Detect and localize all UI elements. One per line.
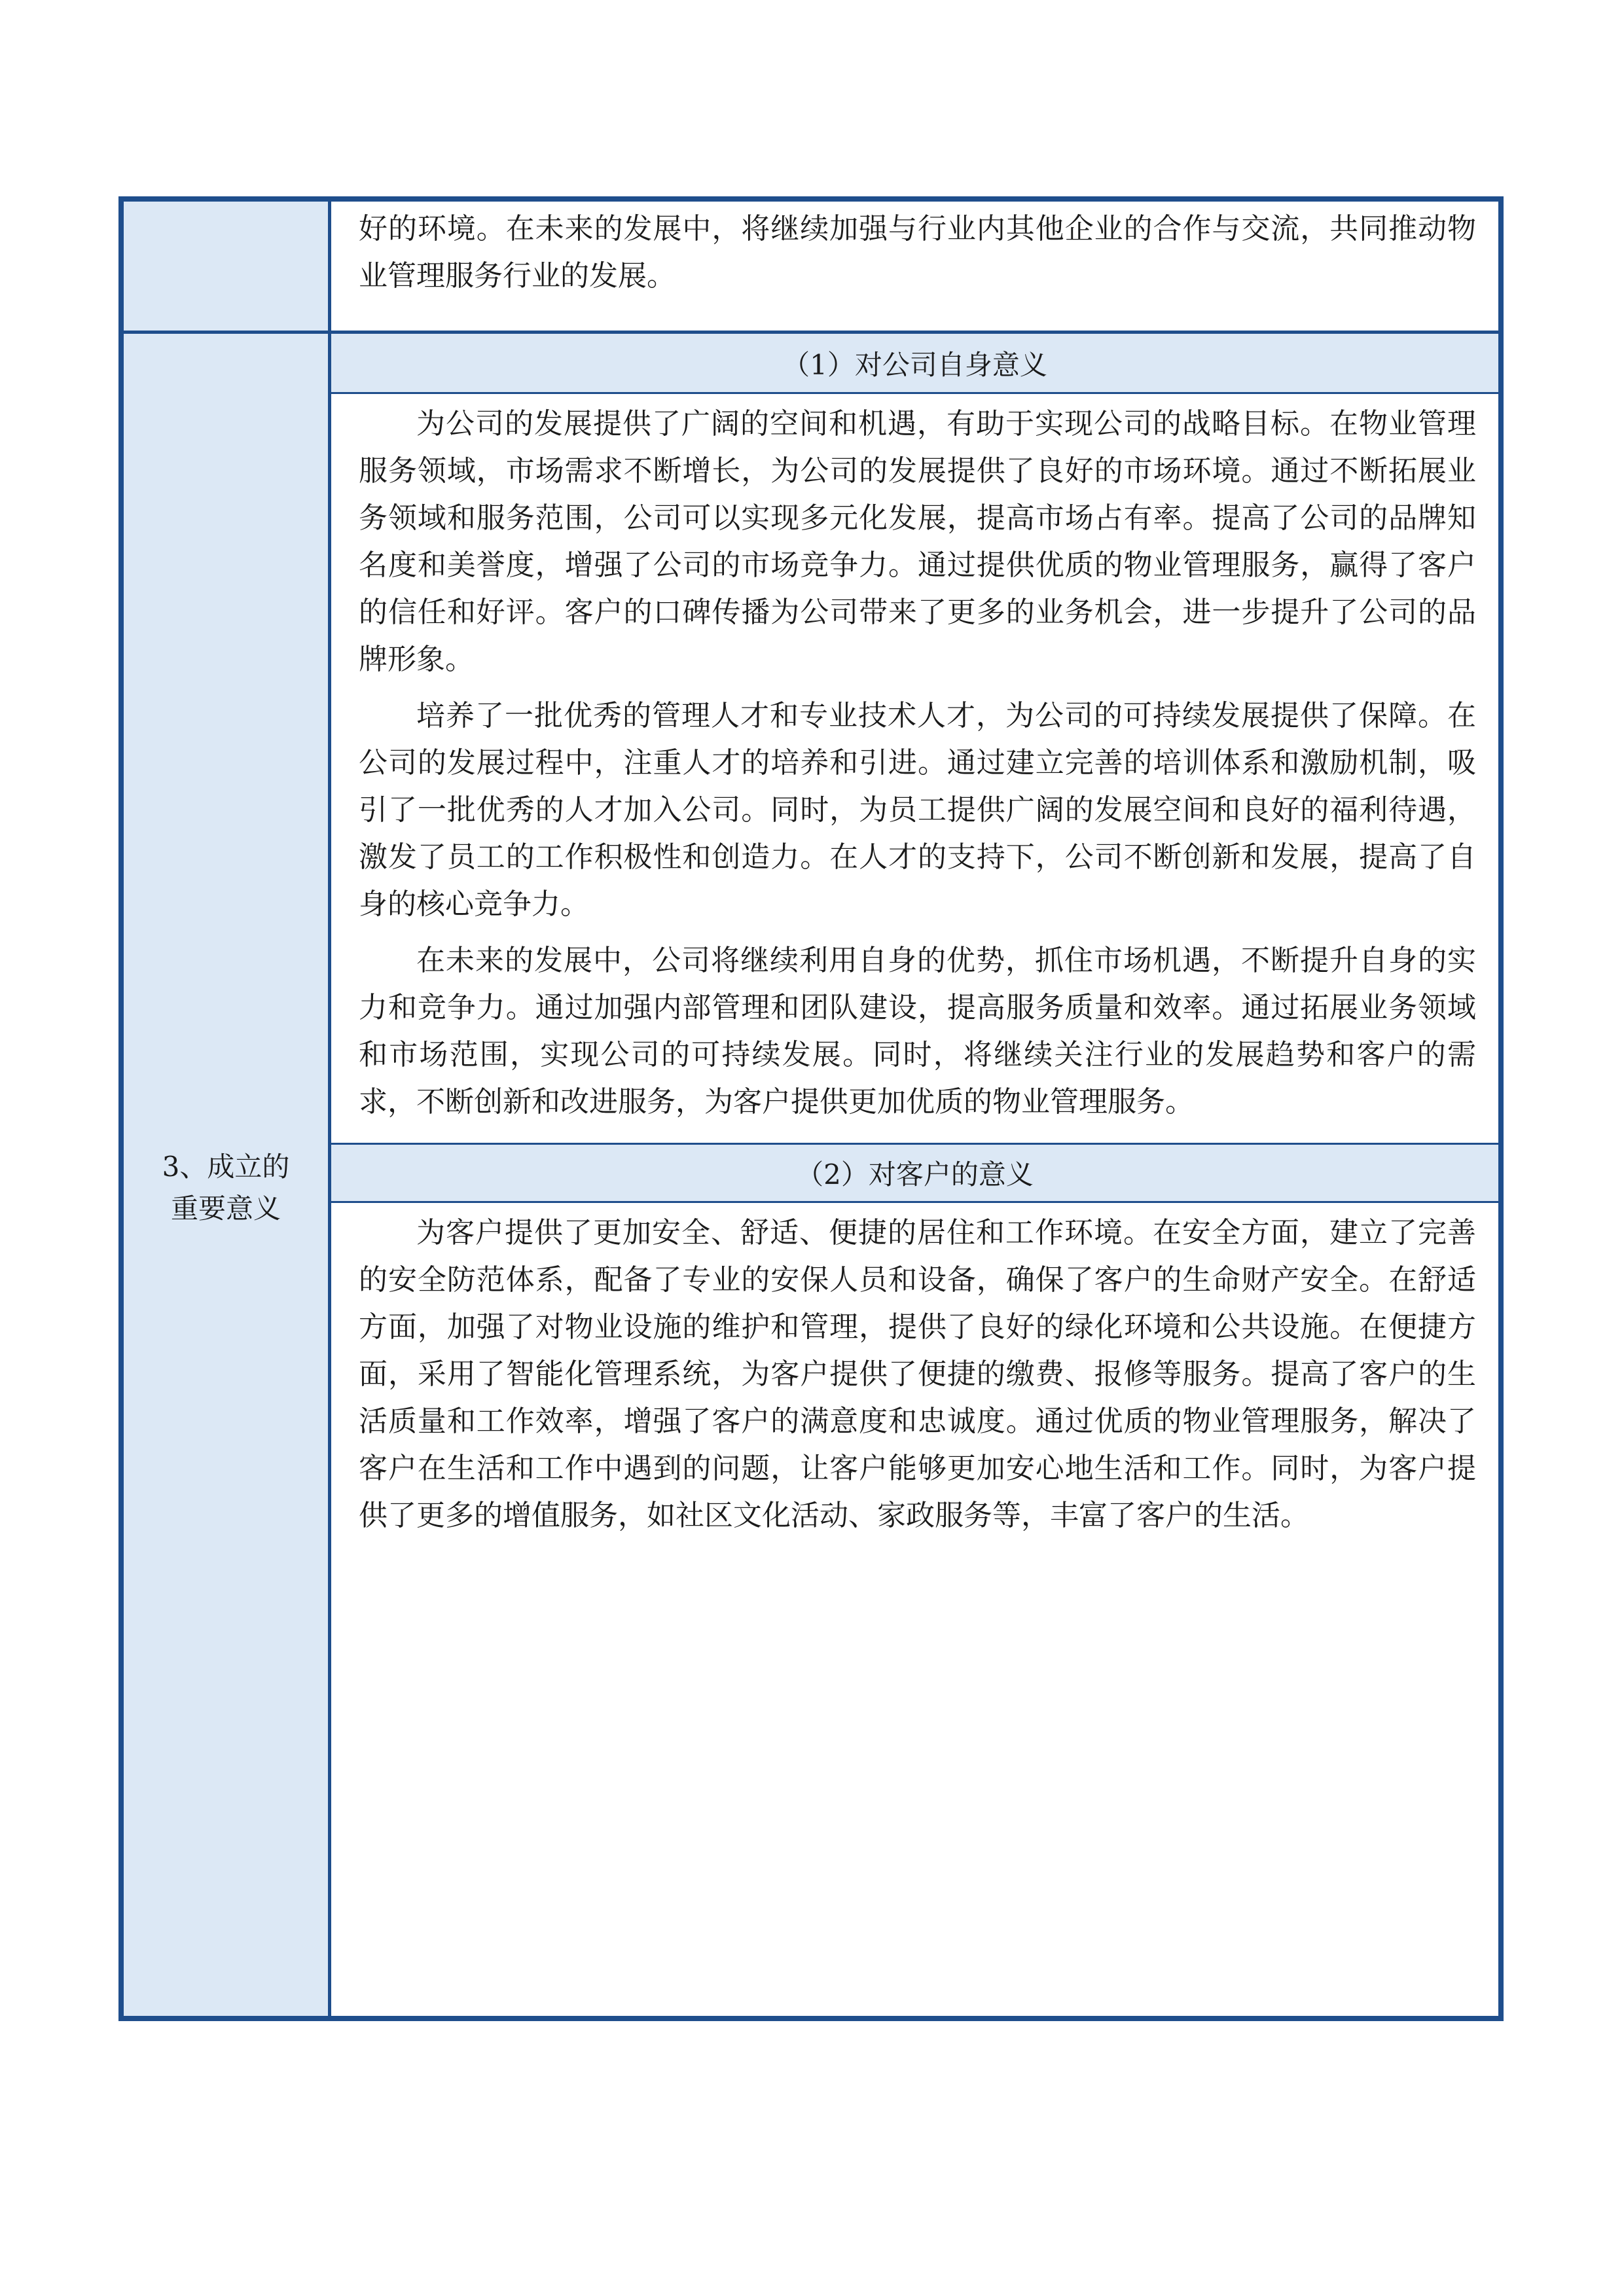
- row-label: [154, 1120, 298, 1230]
- label-cell-continued: [124, 202, 331, 334]
- section-heading-clients: （2）对客户的意义: [331, 1143, 1498, 1203]
- paragraph: 培养了一批优秀的管理人才和专业技术人才，为公司的可持续发展提供了保障。在公司的发展过程中，注重人才的培养和引进。通过建立完善的培训体系和激励机制，吸引了一批优秀的人才加入公司。同时，为员工提供广阔的发展空间和良好的福利待遇，激发了员工的工作积极性和创造力。在人才的支持下，公司不断创新和发展，提高了自身的核心竞争力。: [359, 699, 1476, 921]
- content-cell-significance: [331, 334, 1498, 2016]
- row-label-line1: 3、成立的: [162, 1151, 290, 1183]
- document-table: [118, 196, 1504, 2021]
- label-cell-significance: [124, 334, 331, 2016]
- row-label-line2: 重要意义: [170, 1193, 281, 1225]
- section-body-clients: [331, 1203, 1498, 2016]
- content-cell-continued: [331, 202, 1498, 334]
- paragraph: 在未来的发展中，公司将继续利用自身的优势，抓住市场机遇，不断提升自身的实力和竞争力。通过加强内部管理和团队建设，提高服务质量和效率。通过拓展业务领域和市场范围，实现公司的可持续发展。同时，将继续关注行业的发展趋势和客户的需求，不断创新和改进服务，为客户提供更加优质的物业管理服务。: [359, 944, 1476, 1119]
- paragraph: 为公司的发展提供了广阔的空间和机遇，有助于实现公司的战略目标。在物业管理服务领域，市场需求不断增长，为公司的发展提供了良好的市场环境。通过不断拓展业务领域和服务范围，公司可以实现多元化发展，提高市场占有率。提高了公司的品牌知名度和美誉度，增强了公司的市场竞争力。通过提供优质的物业管理服务，赢得了客户的信任和好评。客户的口碑传播为公司带来了更多的业务机会，进一步提升了公司的品牌形象。: [359, 407, 1476, 676]
- continued-paragraph: 好的环境。在未来的发展中，将继续加强与行业内其他企业的合作与交流，共同推动物业管理服务行业的发展。: [359, 212, 1476, 293]
- section-body-company: [331, 394, 1498, 1143]
- paragraph: 为客户提供了更加安全、舒适、便捷的居住和工作环境。在安全方面，建立了完善的安全防范体系，配备了专业的安保人员和设备，确保了客户的生命财产安全。在舒适方面，加强了对物业设施的维护和管理，提供了良好的绿化环境和公共设施。在便捷方面，采用了智能化管理系统，为客户提供了便捷的缴费、报修等服务。提高了客户的生活质量和工作效率，增强了客户的满意度和忠诚度。通过优质的物业管理服务，解决了客户在生活和工作中遇到的问题，让客户能够更加安心地生活和工作。同时，为客户提供了更多的增值服务，如社区文化活动、家政服务等，丰富了客户的生活。: [359, 1216, 1476, 1532]
- section-heading-company: （1）对公司自身意义: [331, 334, 1498, 394]
